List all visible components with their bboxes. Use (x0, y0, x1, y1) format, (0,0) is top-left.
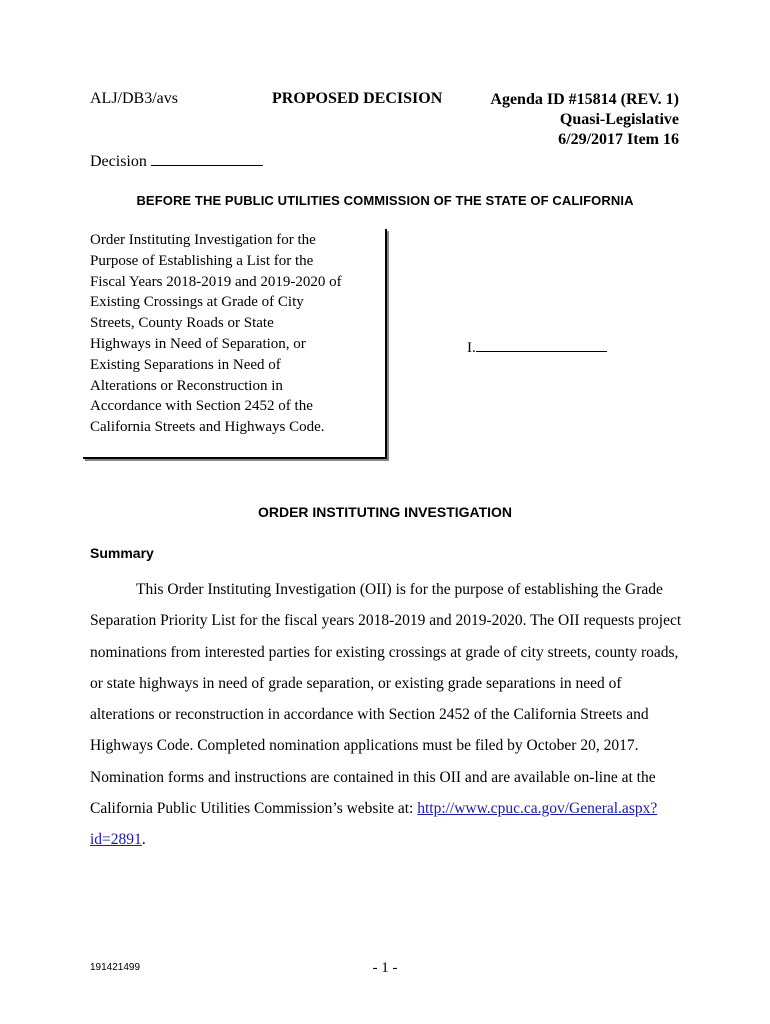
summary-heading: Summary (90, 545, 154, 561)
commission-heading: BEFORE THE PUBLIC UTILITIES COMMISSION OF THE STATE OF CALIFORNIA (136, 193, 634, 208)
caption-line: Order Instituting Investigation for the (90, 232, 316, 248)
caption-line: Existing Crossings at Grade of City (90, 294, 304, 311)
caption-line: Streets, County Roads or State (90, 315, 274, 332)
summary-text: This Order Instituting Investigation (OII) is for the purpose of establishing the Grade Separation Priority List for the fiscal years 2018-2019 and 2019-2020. The OII requests project nominations from interested parties for existing crossings at grade of city streets, county roads, or state highways in need of grade separation, or existing grade separations in need of alterations or reconstruction in accordance with Section 2452 of the California Streets and Highways Code. Completed nomination applications must be filed by October 20, 2017. Nomination forms and instructions are contained in this OII and are available on-line at the California Public Utilities Commission’s website at: (90, 581, 682, 818)
investigation-number-blank (476, 338, 607, 352)
oii-title: ORDER INSTITUTING INVESTIGATION (257, 504, 513, 520)
agenda-id: Agenda ID #15814 (REV. 1) (490, 91, 679, 108)
cpuc-website-link[interactable]: http://www.cpuc.ca.gov/General.aspx?id=2891 (90, 800, 658, 849)
document-number: 191421499 (90, 962, 141, 973)
caption-line: Accordance with Section 2452 of the (90, 398, 313, 415)
agenda-date-item: 6/29/2017 Item 16 (558, 131, 679, 148)
decision-label: Decision (90, 153, 147, 170)
header-docket-code: ALJ/DB3/avs (90, 90, 178, 107)
investigation-number (467, 338, 607, 357)
caption-line: Purpose of Establishing a List for the (90, 252, 314, 269)
investigation-prefix: I. (467, 340, 476, 356)
summary-trailing-period: . (141, 831, 146, 849)
caption-line: Alterations or Reconstruction in (90, 377, 283, 394)
case-caption (90, 230, 382, 438)
header-proposed-decision: PROPOSED DECISION (272, 90, 443, 107)
agenda-type: Quasi-Legislative (559, 111, 679, 128)
caption-line: Existing Separations in Need of (90, 356, 281, 373)
header-agenda-info (490, 90, 679, 150)
caption-line: California Streets and Highways Code. (90, 419, 325, 436)
decision-line (90, 151, 263, 171)
page-number: - 1 - (372, 960, 398, 976)
caption-line: Fiscal Years 2018-2019 and 2019-2020 of (90, 273, 342, 290)
caption-line: Highways in Need of Separation, or (90, 335, 306, 352)
summary-paragraph (90, 574, 682, 856)
decision-number-blank (151, 151, 263, 166)
